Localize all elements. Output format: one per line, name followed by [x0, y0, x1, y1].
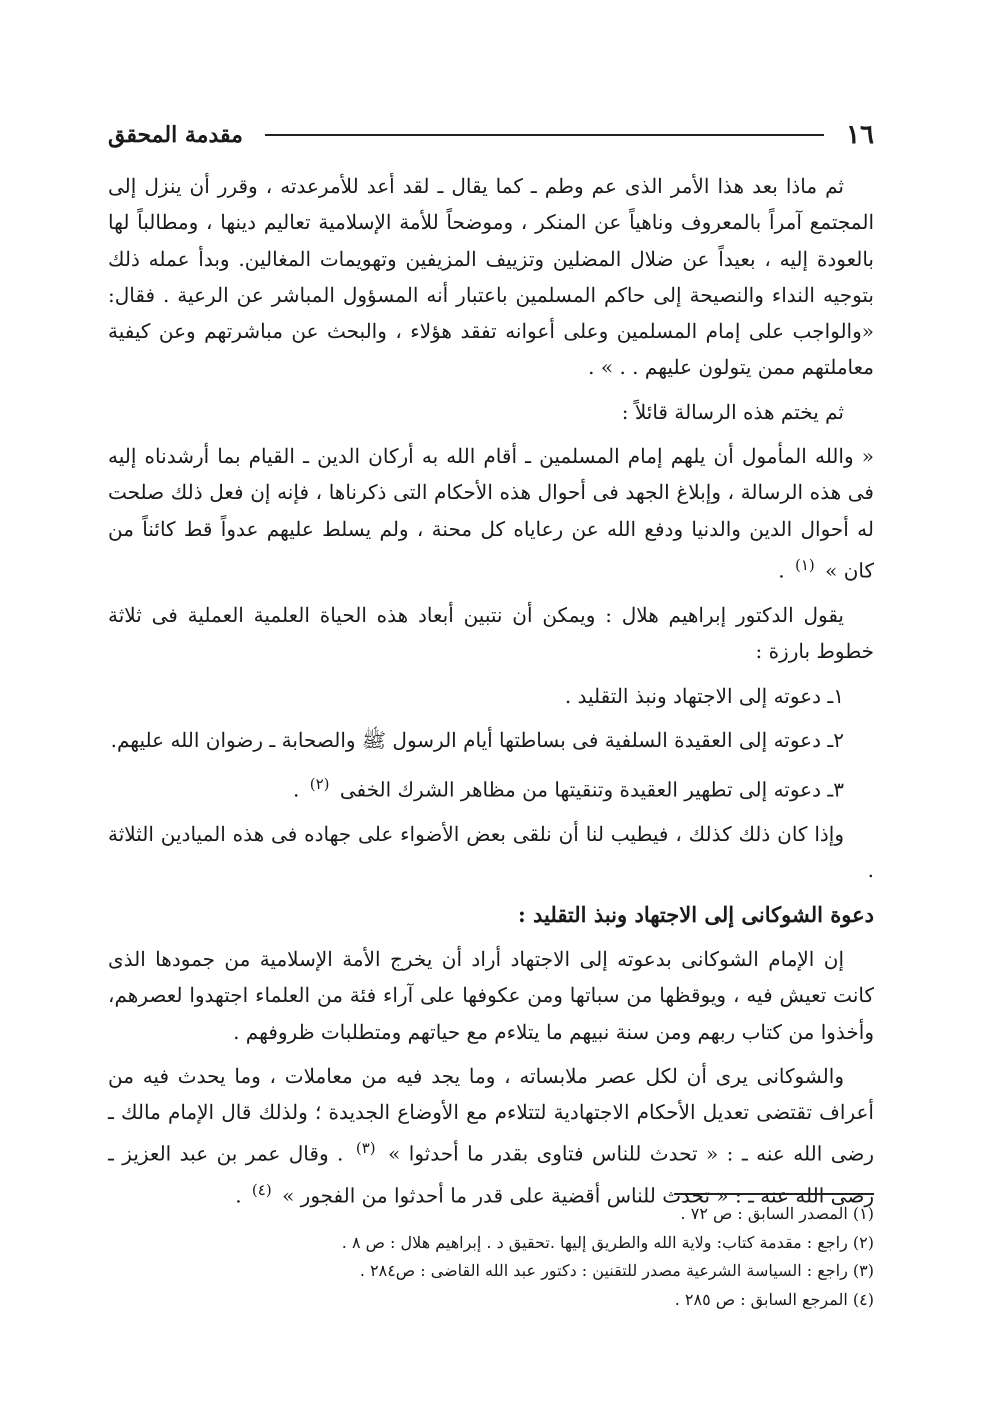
sentence-end: . [778, 558, 785, 583]
paragraph-2: ثم يختم هذه الرسالة قائلاً : [621, 399, 844, 424]
footnote-ref-3[interactable]: (٣) [355, 1139, 376, 1158]
sentence-end: . [235, 1184, 242, 1209]
footnote-1: (١) المصدر السابق : ص ٧٢ . [680, 1204, 874, 1223]
footnote-ref-1[interactable]: (١) [794, 555, 815, 574]
footnote-ref-2[interactable]: (٢) [309, 775, 330, 794]
paragraph-1: ثم ماذا بعد هذا الأمر الذى عم وطم ـ كما يقال ـ لقد أعد للأمرعدته ، وقرر أن ينزل إلى المجتمع آمراً بالمعروف وناهياً عن المنكر ، وموضحاً للأمة الإسلامية تعاليم دينها ، ومطالباً لها بالعودة إليه ، بعيداً عن ضلال المضلين وتزييف المزيفين وتهويمات المغالين. وبدأ عمله ذلك بتوجيه النداء والنصيحة إلى حاكم المسلمين باعتبار أنه المسؤول المباشر عن الرعية . فقال: «والواجب على إمام المسلمين وعلى أعوانه تفقد هؤلاء ، والبحث عن مباشرتهم وعن كيفية معاملتهم ممن يتولون عليهم . . » . [108, 174, 874, 380]
paragraph-6: إن الإمام الشوكانى بدعوته إلى الاجتهاد أراد أن يخرج الأمة الإسلامية من جمودها الذى كانت تعيش فيه ، ويوقظها من سباتها ومن عكوفها على آراء فئة من العلماء اجتهدوا لعصرهم، وأخذوا من كتاب ربهم ومن سنة نبيهم ما يتلاءم مع حياتهم ومتطلبات ظروفهم . [108, 946, 874, 1044]
footnotes [300, 1200, 874, 1314]
paragraph-7-part-a: والشوكانى يرى أن لكل عصر ملابساته ، وما يجد فيه من معاملات ، وما يحدث فيه من أعراف تقتضى تعديل الأحكام الاجتهادية لتتلاءم مع الأوضاع الجديدة ؛ ولذلك قال الإمام مالك ـ رضى الله عنه ـ : « تحدث للناس فتاوى بقدر ما أحدثوا » [108, 1063, 875, 1167]
list-item-3 [108, 766, 874, 808]
running-title: مقدمة المحقق [108, 122, 243, 148]
footnote-ref-4[interactable]: (٤) [251, 1181, 272, 1200]
section-heading: دعوة الشوكانى إلى الاجتهاد ونبذ التقليد : [517, 901, 874, 927]
paragraph-5: وإذا كان ذلك كذلك ، فيطيب لنا أن نلقى بعض الأضواء على جهاده فى هذه الميادين الثلاثة . [108, 822, 874, 883]
list-item-3-text: ٣ـ دعوته إلى تطهير العقيدة وتنقيتها من مظاهر الشرك الخفى [339, 777, 844, 802]
paragraph-7 [108, 1058, 874, 1215]
paragraph-4: يقول الدكتور إبراهيم هلال : ويمكن أن نتبين أبعاد هذه الحياة العلمية العملية فى ثلاثة خطوط بارزة : [108, 602, 874, 664]
sentence-end: . [292, 777, 300, 802]
list-item-1: ١ـ دعوته إلى الاجتهاد ونبذ التقليد . [564, 683, 844, 708]
page-header [108, 118, 874, 152]
paragraph-3 [108, 438, 874, 589]
page-number: ١٦ [846, 120, 874, 150]
paragraph-7-part-b: . وقال عمر بن عبد العزيز ـ رضى الله عنه ـ : « تحدث للناس أقضية على قدر ما أحدثوا من الفجور » [108, 1142, 874, 1209]
footnote-3: (٣) راجع : السياسة الشرعية مصدر للتقنين : دكتور عبد الله القاضى : ص٢٨٤ . [359, 1261, 874, 1280]
footnote-separator [674, 1193, 874, 1195]
list-item-2: ٢ـ دعوته إلى العقيدة السلفية فى بساطتها أيام الرسول ﷺ والصحابة ـ رضوان الله عليهم. [110, 727, 844, 752]
header-rule [265, 134, 824, 136]
footnote-4: (٤) المرجع السابق : ص ٢٨٥ . [674, 1289, 874, 1309]
main-text [108, 168, 874, 1222]
footnote-2: (٢) راجع : مقدمة كتاب: ولاية الله والطريق إليها .تحقيق د . إبراهيم هلال : ص ٨ . [341, 1232, 874, 1252]
quote-text: « والله المأمول أن يلهم إمام المسلمين ـ أقام الله به أركان الدين ـ القيام بما أرشدناه إليه فى هذه الرسالة ، وإبلاغ الجهد فى أحوال هذه الأحكام التى ذكرناها ، فإنه إن فعل ذلك صلحت له أحوال الدين والدنيا ودفع الله عن رعاياه كل محنة ، ولم يسلط عليهم عدواً قط كائناً من كان » [108, 444, 874, 583]
